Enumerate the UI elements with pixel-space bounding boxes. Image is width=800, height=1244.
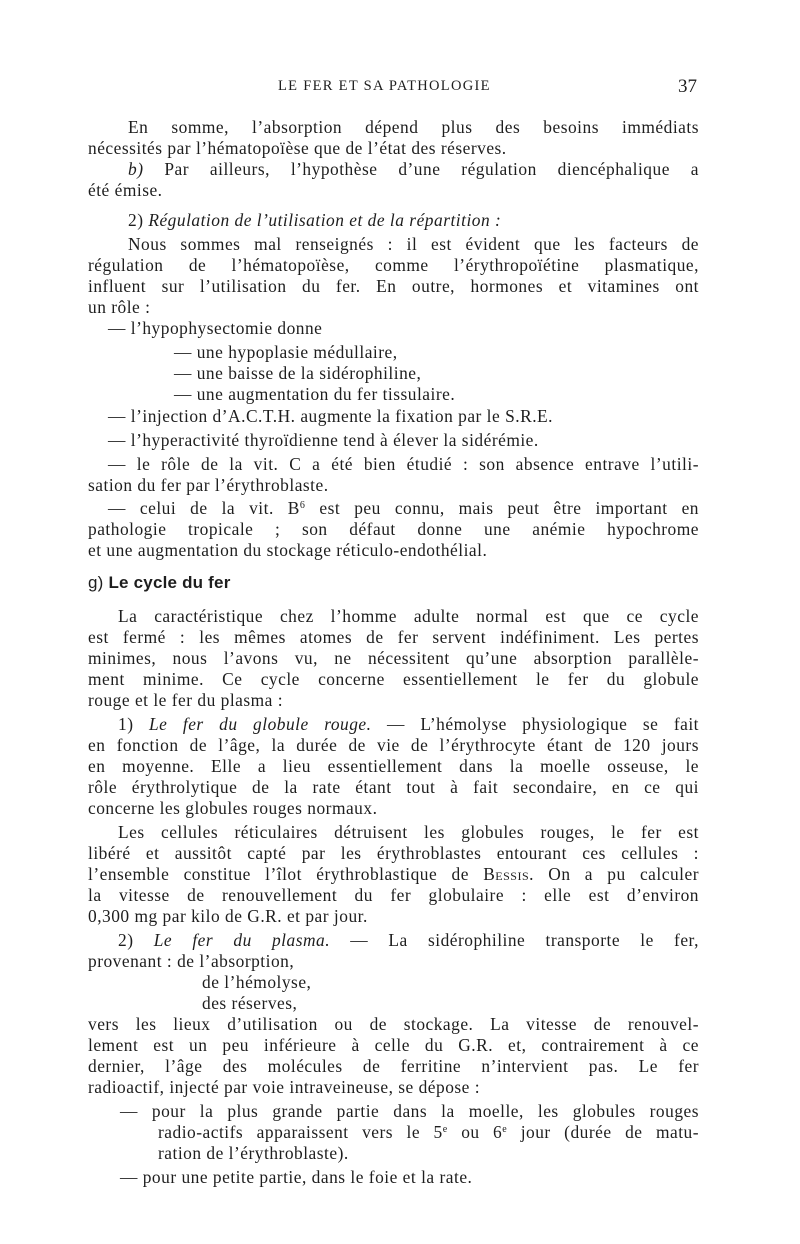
paragraph-line: un rôle :	[88, 297, 151, 317]
paragraph-line: de l’hémolyse,	[202, 972, 312, 992]
paragraph-line: 0,300 mg par kilo de G.R. et par jour.	[88, 906, 368, 926]
paragraph-line: Les cellules réticulaires détruisent les globules rouges, le fer est	[118, 822, 699, 842]
paragraph-line: nécessités par l’hématopoïèse que de l’état des réserves.	[88, 138, 507, 158]
section-label: g)	[88, 573, 104, 592]
paragraph-line: sation du fer par l’érythroblaste.	[88, 475, 329, 495]
paragraph-line: rôle érythrolytique de la rate étant tout à fait secondaire, en ce qui	[88, 777, 699, 797]
page-number: 37	[678, 76, 697, 97]
paragraph-line: La caractéristique chez l’homme adulte normal est que ce cycle	[118, 606, 699, 626]
paragraph-line: dernier, l’âge des molécules de ferritine n’intervient pas. Le fer	[88, 1056, 699, 1076]
paragraph-line: influent sur l’utilisation du fer. En outre, hormones et vitamines ont	[88, 276, 699, 296]
paragraph-line: vers les lieux d’utilisation ou de stockage. La vitesse de renouvel-	[88, 1014, 699, 1034]
paragraph-line: minimes, nous l’avons vu, ne nécessitent qu’une absorption parallèle-	[88, 648, 699, 668]
page-header	[0, 76, 800, 100]
running-title: LE FER ET SA PATHOLOGIE	[278, 78, 491, 94]
list-item: — celui de la vit. $B^6$ est peu connu, mais peut être important en	[108, 498, 700, 518]
paragraph-line: radioactif, injecté par voie intraveineuse, se dépose :	[88, 1077, 481, 1097]
section-title: Le cycle du fer	[108, 573, 231, 592]
paragraph-line: été émise.	[88, 180, 163, 200]
paragraph-line: ration de l’érythroblaste).	[158, 1143, 349, 1163]
paragraph-line: la vitesse de renouvellement du fer globulaire : elle est d’environ	[88, 885, 699, 905]
list-item: — le rôle de la vit. C a été bien étudié : son absence entrave l’utili-	[108, 454, 699, 474]
item-label: b)	[128, 159, 144, 179]
list-item: — l’hypophysectomie donne	[108, 318, 323, 338]
section-heading	[88, 572, 231, 594]
paragraph-line: l’ensemble constitue l’îlot érythroblastique de Bessis. On a pu calculer	[88, 864, 699, 884]
list-item: — pour la plus grande partie dans la moelle, les globules rouges	[120, 1101, 699, 1121]
paragraph-line: en fonction de l’âge, la durée de vie de l’érythrocyte étant de 120 jours	[88, 735, 699, 755]
list-subitem: — une augmentation du fer tissulaire.	[174, 384, 456, 404]
paragraph-line: Nous sommes mal renseignés : il est évident que les facteurs de	[128, 234, 699, 254]
paragraph-line: b) Par ailleurs, l’hypothèse d’une régulation diencéphalique a	[128, 159, 699, 179]
paragraph-line: lement est un peu inférieure à celle du G.R. et, contrairement à ce	[88, 1035, 699, 1055]
paragraph-line: ment minime. Ce cycle concerne essentiellement le fer du globule	[88, 669, 699, 689]
paragraph-line: et une augmentation du stockage réticulo-endothélial.	[88, 540, 488, 560]
subsection-heading: 2) Régulation de l’utilisation et de la répartition :	[128, 210, 502, 230]
paragraph-line: pathologie tropicale ; son défaut donne une anémie hypochrome	[88, 519, 699, 539]
author-name: Bessis	[483, 864, 530, 884]
list-item: — pour une petite partie, dans le foie et la rate.	[120, 1167, 473, 1187]
list-item: — l’injection d’A.C.T.H. augmente la fixation par le S.R.E.	[108, 406, 554, 426]
list-subitem: — une baisse de la sidérophiline,	[174, 363, 422, 383]
paragraph-line: radio-actifs apparaissent vers le 5e ou 6e jour (durée de matu-	[158, 1122, 700, 1142]
paragraph-line: rouge et le fer du plasma :	[88, 690, 284, 710]
list-item: — l’hyperactivité thyroïdienne tend à élever la sidérémie.	[108, 430, 539, 450]
paragraph-line: des réserves,	[202, 993, 298, 1013]
paragraph-line: en moyenne. Elle a lieu essentiellement dans la moelle osseuse, le	[88, 756, 699, 776]
list-subitem: — une hypoplasie médullaire,	[174, 342, 398, 362]
paragraph-line: En somme, l’absorption dépend plus des besoins immédiats	[128, 117, 699, 137]
paragraph-line: régulation de l’hématopoïèse, comme l’érythropoïétine plasmatique,	[88, 255, 699, 275]
paragraph-line: libéré et aussitôt capté par les érythroblastes entourant ces cellules :	[88, 843, 699, 863]
paragraph-line: provenant : de l’absorption,	[88, 951, 295, 971]
paragraph-line: concerne les globules rouges normaux.	[88, 798, 378, 818]
paragraph-line: 1) Le fer du globule rouge. — L’hémolyse physiologique se fait	[118, 714, 699, 734]
paragraph-line: est fermé : les mêmes atomes de fer servent indéfiniment. Les pertes	[88, 627, 699, 647]
paragraph-line: 2) Le fer du plasma. — La sidérophiline transporte le fer,	[118, 930, 699, 950]
